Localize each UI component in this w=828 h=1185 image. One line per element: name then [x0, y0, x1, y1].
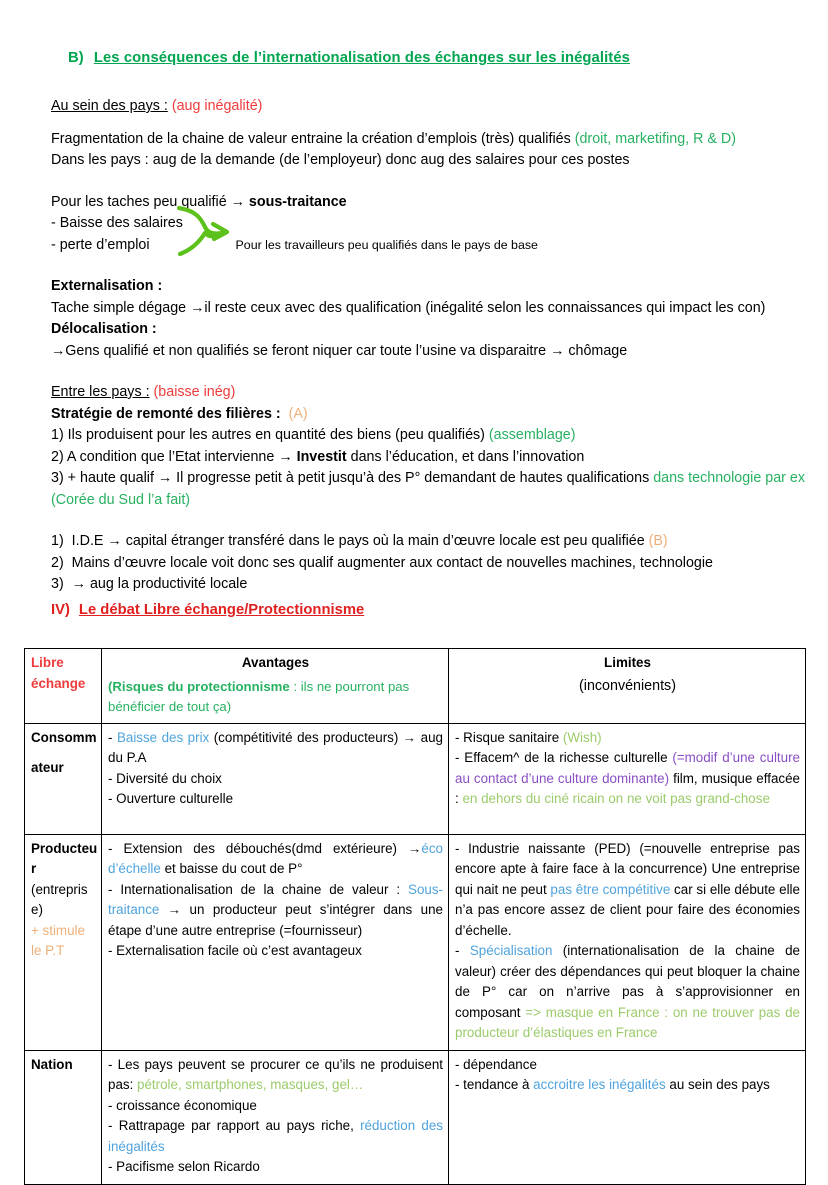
table-cell-text: - croissance économique	[108, 1097, 257, 1113]
au-sein-line1	[51, 129, 811, 151]
ide-item-2-text: Mains d’œuvre locale voit donc ses qualif augmenter aux contact de nouvelles machines, technologie	[71, 554, 714, 571]
table-row-label-line: + stimule le P.T	[31, 922, 85, 958]
ide-item-3	[51, 574, 811, 596]
table-cell-line	[108, 839, 443, 880]
table-row-label-line: ateur	[31, 760, 64, 775]
table-cell-line	[108, 1055, 443, 1096]
table-cell-text: éco d’échelle	[108, 840, 443, 876]
strategy-tag: (A)	[288, 405, 308, 422]
heading-section-b-text: Les conséquences de l’internationalisation des échanges sur les inégalités	[93, 50, 630, 66]
strategy-item-2-bold: Investit	[296, 448, 347, 465]
table-corner-line2: échange	[31, 675, 86, 691]
au-sein-tag: (aug inégalité)	[171, 98, 263, 114]
ide-item-1-tag: (B)	[648, 533, 668, 549]
arrow-icon: →	[190, 299, 205, 316]
strategy-item-1	[51, 425, 811, 447]
table-cell-line	[108, 880, 443, 942]
table-cell-text: - dépendance	[455, 1056, 537, 1072]
table-cell-text: → un producteur peut s’intégrer dans une étape d’une autre entreprise (=fournisseur)	[108, 902, 443, 938]
table-cell-text: - Ouverture culturelle	[108, 791, 234, 806]
table-header-avantages-note	[108, 677, 443, 717]
table-cell-text: - Rattrapage par rapport au pays riche,	[108, 1118, 361, 1133]
table-cell-text: (=modif d’une culture au contact d’une culture dominante)	[455, 750, 800, 786]
strategy-title: Stratégie de remonté des filières :	[51, 405, 281, 422]
arrow-icon: →	[550, 342, 565, 359]
table-cell-line	[455, 839, 800, 942]
table-cell-text: - Industrie naissante (PED) (=nouvelle entreprise pas encore apte à faire face à la concurrence) Une entreprise qui nait ne peut	[455, 840, 800, 897]
table-cell-limites	[449, 834, 806, 1050]
table-cell-line	[108, 1096, 443, 1117]
table-cell-text: Baisse des prix	[116, 729, 210, 745]
entre-pays-label: Entre les pays :	[51, 384, 150, 400]
ide-item-3-text: aug la productivité locale	[85, 576, 248, 592]
table-cell-text: (compétitivité des producteurs) → aug du P.A	[108, 729, 443, 765]
strategy-item-1-green: (assemblage)	[488, 427, 576, 443]
au-sein-line1-main: Fragmentation de la chaine de valeur entraine la création d’emplois (très) qualifiés	[51, 130, 575, 147]
table-cell-text: (internationalisation de la chaine de valeur) créer des dépendances qui peut bloquer la chaine de P° car on n’arrive pas à s’approvisionner en composant	[455, 943, 800, 1020]
table-cell-text: - tendance à	[455, 1077, 534, 1092]
table-cell-text: - Effacem^ de la richesse culturelle	[455, 750, 673, 765]
table-cell-line	[108, 769, 443, 790]
au-sein-label: Au sein des pays :	[51, 98, 168, 114]
table-cell-text: (Wish)	[562, 729, 602, 745]
externalisation-line-b: il reste ceux avec des qualification (inégalité selon les connaissances qui impact les con)	[204, 299, 766, 316]
ide-item-1	[51, 531, 811, 553]
table-cell-text: Sous-traitance	[108, 881, 443, 917]
table-header-avantages-note-bold: (Risques du protectionnisme	[108, 678, 290, 694]
table-header-limites-sub: (inconvénients)	[579, 677, 676, 694]
table-cell-text: - Risque sanitaire	[455, 729, 563, 745]
strategy-item-3-b: Il progresse petit à petit jusqu’à des P° demandant de hautes qualifications	[172, 470, 654, 486]
strategy-item-3	[51, 468, 811, 511]
heading-section-iv-number: IV)	[51, 602, 70, 618]
ide-item-3-num: 3)	[51, 576, 64, 592]
table-cell-text: car si elle débute elle n’a pas encore assez de client pour faire des économies d’échelle.	[455, 881, 800, 938]
table-cell-line	[108, 1116, 443, 1157]
heading-section-b-number: B)	[68, 50, 84, 66]
table-cell-text: réduction des inégalités	[108, 1118, 443, 1154]
table-cell-line	[455, 941, 800, 1044]
table-cell-text: => masque en France : on ne trouver pas de producteur d’élastiques en France	[455, 1004, 800, 1040]
table-cell-line	[455, 1055, 800, 1076]
table-header-avantages	[102, 649, 449, 724]
table-cell-avantages	[102, 834, 449, 1050]
table-corner-line1: Libre	[31, 655, 64, 670]
ide-item-1-num: 1)	[51, 533, 64, 549]
strategy-item-3-a: 3) + haute qualif	[51, 470, 158, 486]
au-sein-line2: Dans les pays : aug de la demande (de l’employeur) donc aug des salaires pour ces postes	[51, 152, 630, 168]
taches-bullet-1: - Baisse des salaires	[51, 215, 183, 231]
ide-item-1-b: capital étranger transféré dans le pays où la main d’œuvre locale est peu qualifiée	[121, 533, 649, 549]
table-row-label-line: Producteu	[31, 840, 98, 856]
table-cell-text: - Pacifisme selon Ricardo	[108, 1159, 260, 1174]
table-cell-text: film, musique effacée :	[455, 770, 800, 806]
heading-section-b	[68, 50, 630, 66]
au-sein-line1-green: (droit, marketifing, R & D)	[574, 130, 736, 147]
table-cell-text: - Internationalisation de la chaine de valeur :	[108, 881, 409, 897]
table-row	[25, 723, 806, 834]
table-cell-text: pétrole, smartphones, masques, gel…	[137, 1077, 364, 1092]
table-row-label-line: e)	[31, 902, 43, 917]
taches-line-main: Pour les taches peu qualifié	[51, 193, 231, 210]
strategy-item-2-c: dans l’éducation, et dans l’innovation	[346, 448, 585, 465]
table-header-avantages-note-rest: : ils ne pourront pas bénéficier de tout ça)	[108, 678, 410, 714]
table-cell-line	[108, 728, 443, 769]
strategy-item-2	[51, 447, 811, 469]
heading-section-iv	[51, 602, 364, 618]
table-cell-text: - Les pays peuvent se procurer ce qu’ils ne produisent pas:	[108, 1056, 443, 1092]
arrow-icon: →	[107, 533, 122, 549]
ide-item-1-a: I.D.E	[71, 533, 108, 549]
taches-line	[51, 192, 811, 214]
externalisation-title: Externalisation :	[51, 278, 163, 294]
table-cell-text: au sein des pays	[665, 1077, 770, 1092]
taches-bullet-2-text: - perte d’emploi	[51, 236, 150, 253]
entre-pays-tag: (baisse inég)	[153, 384, 236, 400]
comparison-table-body	[25, 649, 806, 1185]
comparison-table	[24, 648, 806, 1185]
arrow-icon: →	[157, 470, 173, 486]
table-cell-text: -	[108, 729, 117, 745]
table-corner-cell	[25, 649, 102, 724]
table-cell-line	[455, 1075, 800, 1096]
table-row-label-line: Consomm	[31, 729, 97, 745]
table-cell-limites	[449, 1050, 806, 1184]
table-cell-line	[455, 728, 800, 749]
externalisation-line-a: Tache simple dégage	[51, 299, 191, 316]
table-cell-text: - Extension des débouchés(dmd extérieure) →	[108, 840, 422, 856]
table-cell-text: et baisse du cout de P°	[160, 861, 303, 876]
table-cell-line	[108, 1157, 443, 1178]
au-sein-label-line	[51, 96, 811, 118]
heading-section-iv-text: Le débat Libre échange/Protectionnisme	[78, 602, 365, 618]
arrow-icon: →	[71, 576, 86, 592]
table-cell-text: - Diversité du choix	[108, 770, 222, 786]
table-cell-text: Spécialisation	[469, 943, 553, 958]
arrow-icon: →	[230, 193, 245, 210]
arrow-icon: →	[51, 342, 66, 359]
table-cell-line	[108, 941, 443, 962]
table-row-label	[25, 723, 102, 834]
body-content	[51, 96, 811, 596]
strategy-item-1-text: 1) Ils produisent pour les autres en quantité des biens (peu qualifiés)	[51, 427, 489, 443]
table-row-label-line: Nation	[31, 1056, 73, 1072]
table-header-limites-title: Limites	[604, 655, 651, 670]
table-row-label	[25, 834, 102, 1050]
table-cell-limites	[449, 723, 806, 834]
table-cell-text: - Externalisation facile où c’est avantageux	[108, 943, 362, 958]
taches-bullet-2	[51, 235, 811, 257]
table-header-limites	[449, 649, 806, 724]
table-cell-text: accroitre les inégalités	[533, 1077, 666, 1092]
delocalisation-line-a: Gens qualifié et non qualifiés se feront niquer car toute l’usine va disparaitre	[65, 342, 551, 359]
ide-item-2-num: 2)	[51, 554, 64, 571]
table-cell-text: en dehors du ciné ricain on ne voit pas grand-chose	[462, 791, 770, 806]
externalisation-line	[51, 298, 811, 320]
table-row-label-line: (entrepris	[31, 881, 88, 897]
strategy-title-line	[51, 404, 811, 426]
brace-note: Pour les travailleurs peu qualifiés dans le pays de base	[235, 237, 538, 252]
table-cell-text: -	[455, 943, 470, 958]
table-cell-text: pas être compétitive	[550, 881, 671, 897]
table-cell-avantages	[102, 723, 449, 834]
table-row-label	[25, 1050, 102, 1184]
comparison-table-wrapper	[24, 648, 805, 1185]
delocalisation-title: Délocalisation :	[51, 321, 157, 337]
table-header-avantages-title: Avantages	[241, 655, 310, 670]
table-header-row	[25, 649, 806, 724]
strategy-item-2-a: 2) A condition que l’Etat intervienne	[51, 448, 279, 465]
table-cell-line	[455, 748, 800, 810]
table-row	[25, 1050, 806, 1184]
table-cell-avantages	[102, 1050, 449, 1184]
entre-pays-label-line	[51, 382, 811, 404]
ide-item-2	[51, 553, 811, 575]
delocalisation-line-b: chômage	[564, 342, 628, 359]
taches-line-bold: sous-traitance	[248, 193, 347, 210]
table-row-label-line: r	[31, 861, 37, 876]
strategy-item-3-green: dans technologie par ex (Corée du Sud l’a fait)	[51, 470, 806, 508]
arrow-icon: →	[278, 448, 293, 465]
delocalisation-line	[51, 341, 811, 363]
table-cell-line	[108, 789, 443, 810]
table-row	[25, 834, 806, 1050]
